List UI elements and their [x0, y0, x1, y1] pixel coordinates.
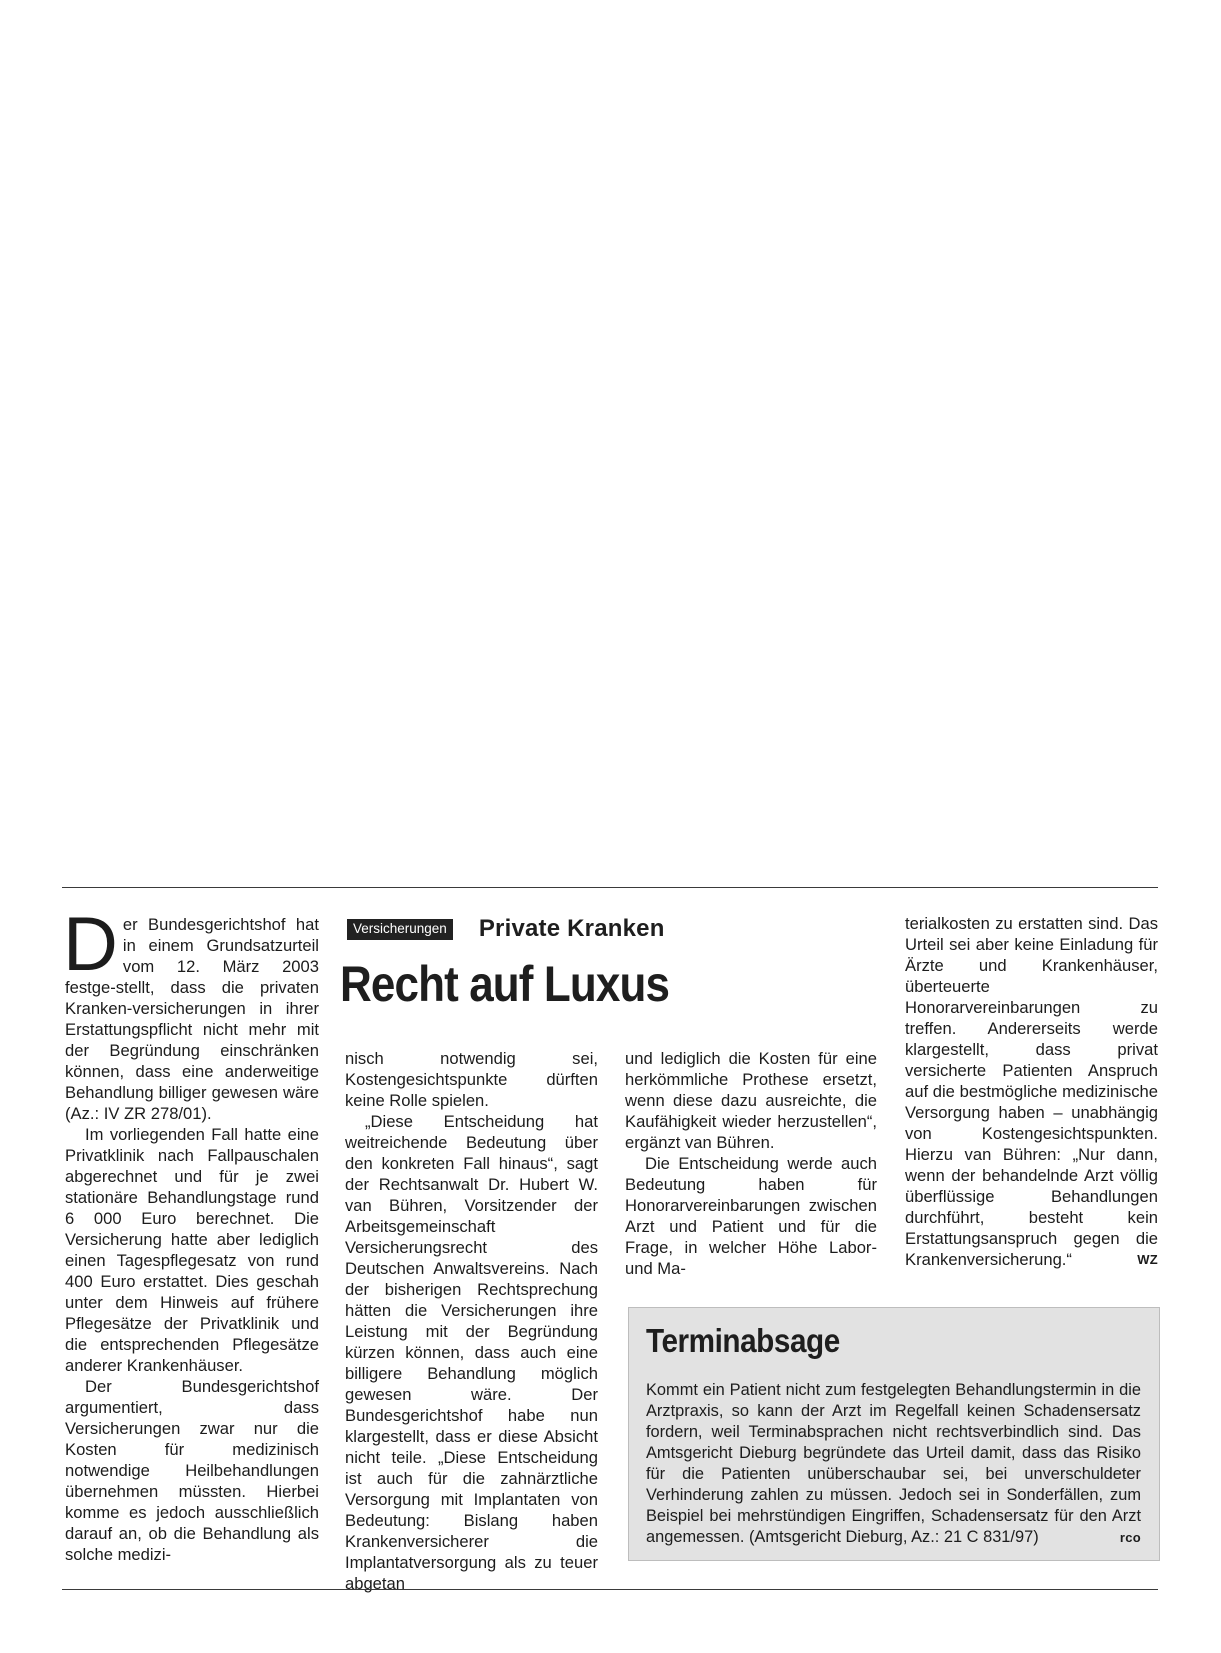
article-paragraph: und lediglich die Kosten für eine herkömmliche Prothese ersetzt, wenn diese dazu ausreichte, die Kaufähigkeit wieder herzustellen“, ergänzt van Bühren.: [625, 1049, 877, 1152]
article-paragraph: Die Entscheidung werde auch Bedeutung haben für Honorarvereinbarungen zwischen Arzt und Patient und für die Frage, in welcher Höhe Labor- und Ma-: [625, 1154, 877, 1278]
paragraph-text: er Bundesgerichtshof hat in einem Grundsatzurteil vom 12. März 2003 festge-stellt, dass die privaten Kranken-versicherungen in ihrer Erstattungspflicht nicht mehr mit der Begründung einschränken können, dass eine anderweitige Behandlung billiger gewesen wäre (Az.: IV ZR 278/01).: [65, 915, 319, 1123]
article-paragraph: „Diese Entscheidung hat weitreichende Bedeutung über den konkreten Fall hinaus“, sagt der Rechtsanwalt Dr. Hubert W. van Bühren, Vorsitzender der Arbeitsgemeinschaft Versicherungsrecht des Deutschen Anwaltsvereins. Nach der bisherigen Rechtsprechung hätten die Versicherungen ihre Leistung mit der Begründung kürzen können, dass auch eine billigere Behandlung möglich gewesen wäre. Der Bundesgerichtshof habe nun klargestellt, dass er diese Absicht nicht teile. „Diese Entscheidung ist auch für die zahnärztliche Versorgung mit Implantaten von Bedeutung: Bislang haben Krankenversicherer die Implantatversorgung als zu teuer abgetan: [345, 1112, 598, 1593]
kicker: [347, 914, 665, 944]
box-paragraph: Kommt ein Patient nicht zum festgelegten Behandlungstermin in die Arztpraxis, so kann der Arzt im Regelfall keinen Schadensersatz fordern, weil Terminabsprachen nicht rechtsverbindlich sind. Das Amtsgericht Dieburg begründete das Urteil damit, dass das Risiko für die Patienten unüberschaubar sei, bei unverschuldeter Verhinderung zahlen zu müssen. Jedoch sei in Sonderfällen, zum Beispiel bei mehrstündigen Eingriffen, Schadensersatz für den Arzt angemessen. (Amtsgericht Dieburg, Az.: 21 C 831/97): [646, 1381, 1141, 1546]
box-signature: rco: [1119, 1530, 1141, 1545]
category-tag: Versicherungen: [347, 919, 453, 940]
sidebar-box: [628, 1307, 1160, 1561]
article-paragraph: Im vorliegenden Fall hatte eine Privatklinik nach Fallpauschalen abgerechnet und für je zwei stationäre Behandlungstage rund 6 000 Euro berechnet. Die Versicherung hatte aber lediglich einen Tagespflegesatz von rund 400 Euro erstattet. Dies geschah unter dem Hinweis auf frühere Pflegesätze der Privatklinik und die entsprechenden Pflegesätze anderer Krankenhäuser.: [65, 1125, 319, 1375]
dropcap: D: [63, 902, 118, 987]
headline: Recht auf Luxus: [340, 956, 670, 1012]
article-paragraph: [63, 902, 319, 1124]
box-title: Terminabsage: [646, 1322, 840, 1359]
paragraph-text: terialkosten zu erstatten sind. Das Urteil sei aber keine Einladung für Ärzte und Krankenhäuser, überteuerte Honorarvereinbarungen zu treffen. Andererseits werde klargestellt, dass privat versicherte Patienten Anspruch auf die bestmögliche medizinische Versorgung haben – unabhängig von Kostengesichtspunkten. Hierzu van Bühren: „Nur dann, wenn der behandelnde Arzt völlig überflüssige Behandlungen durchführt, besteht kein Erstattungsanspruch gegen die Krankenversicherung.“: [905, 914, 1158, 1269]
top-rule: [62, 887, 1158, 888]
article-paragraph: nisch notwendig sei, Kostengesichtspunkte dürften keine Rolle spielen.: [345, 1049, 598, 1110]
kicker-title: Private Kranken: [478, 915, 665, 942]
article-paragraph: Der Bundesgerichtshof argumentiert, dass Versicherungen zwar nur die Kosten für medizinisch notwendige Heilbehandlungen übernehmen müssten. Hierbei komme es jedoch ausschließlich darauf an, ob die Behandlung als solche medizi-: [65, 1377, 319, 1564]
author-signature: WZ: [1137, 1252, 1158, 1267]
article-column-1: [63, 902, 319, 1565]
article-column-4: [905, 913, 1158, 1270]
bottom-rule: [62, 1589, 1158, 1590]
article-paragraph: [905, 913, 1158, 1270]
article-column-3: [625, 1048, 877, 1279]
box-text: [646, 1380, 1141, 1548]
article-column-2: [345, 1048, 598, 1594]
